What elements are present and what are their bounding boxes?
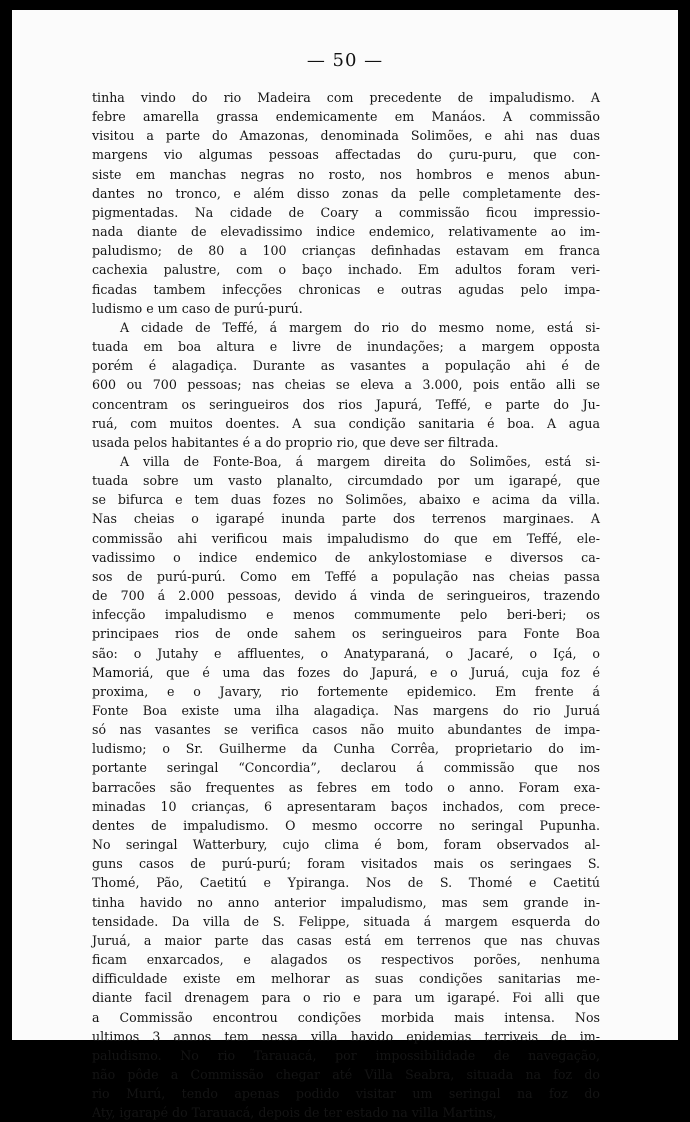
text-line: infecção impaludismo e menos commumente pelo beri-beri; os [92,607,600,623]
text-line: de 700 á 2.000 pessoas, devido á vinda de seringueiros, trazendo [92,588,600,604]
text-line: tuada em boa altura e livre de inundações; a margem opposta [92,339,600,355]
text-line: minadas 10 crianças, 6 apresentaram baços inchados, com prece- [92,798,600,814]
text-line: concentram os seringueiros dos rios Japurá, Teffé, e parte do Ju- [92,396,600,412]
text-line: barracões são frequentes as febres em todo o anno. Foram exa- [92,779,600,795]
text-line: dantes no tronco, e além disso zonas da pelle completamente des- [92,185,600,201]
text-line: paludismo; de 80 a 100 crianças definhadas estavam em franca [92,243,600,259]
text-line: tinha havido no anno anterior impaludismo, mas sem grande in- [92,894,600,910]
text-line: tinha vindo do rio Madeira com precedente de impaludismo. A [92,90,600,105]
text-line: visitou a parte do Amazonas, denominada Solimões, e ahi nas duas [92,128,600,144]
text-line: Juruá, a maior parte das casas está em terrenos que nas chuvas [92,932,600,948]
text-line: ficadas tambem infecções chronicas e outras agudas pelo impa- [92,281,600,297]
paragraph-p2 [92,318,600,452]
text-line: tensidade. Da villa de S. Felippe, situada á margem esquerda do [92,913,600,929]
page-body [92,88,600,1122]
text-line: Aty, igarapé do Tarauacá, depois de ter estado na villa Martins, [92,1105,497,1121]
text-line: dentes de impaludismo. O mesmo occorre no seringal Pupunha. [92,817,600,833]
text-line: No seringal Watterbury, cujo clima é bom, foram observados al- [92,837,600,853]
text-line: A cidade de Teffé, á margem do rio do mesmo nome, está si- [120,319,600,335]
text-line: sos de purú-purú. Como em Teffé a população nas cheias passa [92,568,600,584]
text-line: rio Murú, tendo apenas podido visitar um seringal na foz do [92,1086,600,1102]
text-line: porém é alagadiça. Durante as vasantes a população ahi é de [92,358,600,374]
text-line: proxima, e o Javary, rio fortemente epidemico. Em frente á [92,683,600,699]
text-line: são: o Jutahy e affluentes, o Anatyparaná, o Jacaré, o Içá, o [92,645,600,661]
text-line: portante seringal “Concordia”, declarou á commissão que nos [92,760,600,776]
text-line: ludismo; o Sr. Guilherme da Cunha Corrêa, proprietario do im- [92,741,600,757]
paragraph-p1 [92,88,600,318]
text-line: usada pelos habitantes é a do proprio rio, que deve ser filtrada. [92,434,499,450]
text-line: pigmentadas. Na cidade de Coary a commissão ficou impressio- [92,204,600,220]
text-line: principaes rios de onde sahem os seringueiros para Fonte Boa [92,626,600,642]
text-line: A villa de Fonte-Boa, á margem direita do Solimões, está si- [120,453,600,469]
text-line: nada diante de elevadissimo indice endemico, relativamente ao im- [92,224,600,240]
text-line: não pôde a Commissão chegar até Villa Seabra, situada na foz do [92,1066,600,1082]
text-line: difficuldade existe em melhorar as suas condições sanitarias me- [92,971,600,987]
text-line: Nas cheias o igarapé inunda parte dos terrenos marginaes. A [92,511,600,527]
text-line: siste em manchas negras no rosto, nos hombros e menos abun- [92,166,600,182]
text-line: só nas vasantes se verifica casos não muito abundantes de impa- [92,722,600,738]
text-line: a Commissão encontrou condições morbida mais intensa. Nos [92,1009,600,1025]
text-line: Fonte Boa existe uma ilha alagadiça. Nas margens do rio Juruá [92,703,600,718]
paragraph-p3 [92,452,600,1122]
text-line: tuada sobre um vasto planalto, circumdado por um igarapé, que [92,473,600,489]
text-line: 600 ou 700 pessoas; nas cheias se eleva a 3.000, pois então alli se [92,377,600,393]
text-line: cachexia palustre, com o baço inchado. Em adultos foram veri- [92,262,600,278]
text-line: vadissimo o indice endemico de ankylostomiase e diversos ca- [92,549,600,565]
page-number: — 50 — [306,50,384,71]
document-page [12,10,678,1121]
text-line: ultimos 3 annos tem nessa villa havido epidemias terriveis de im- [92,1028,600,1044]
text-line: Mamoriá, que é uma das fozes do Japurá, e o Juruá, cuja foz é [92,664,600,680]
text-line: commissão ahi verificou mais impaludismo do que em Teffé, ele- [92,530,600,546]
text-line: ludismo e um caso de purú-purú. [92,300,303,316]
text-line: ficam enxarcados, e alagados os respectivos porões, nenhuma [92,952,600,968]
text-line: se bifurca e tem duas fozes no Solimões, abaixo e acima da villa. [92,492,600,508]
text-line: febre amarella grassa endemicamente em Manáos. A commissão [92,109,600,125]
text-line: ruá, com muitos doentes. A sua condição sanitaria é boa. A agua [92,415,600,431]
text-line: paludismo. No rio Tarauacá, por impossibilidade de navegação, [92,1047,600,1063]
text-line: guns casos de purú-purú; foram visitados mais os seringaes S. [92,856,600,872]
text-line: Thomé, Pão, Caetitú e Ypiranga. Nos de S. Thomé e Caetitú [92,875,600,891]
text-line: diante facil drenagem para o rio e para um igarapé. Foi alli que [92,990,600,1006]
text-line: margens vio algumas pessoas affectadas do çuru-puru, que con- [92,147,600,163]
